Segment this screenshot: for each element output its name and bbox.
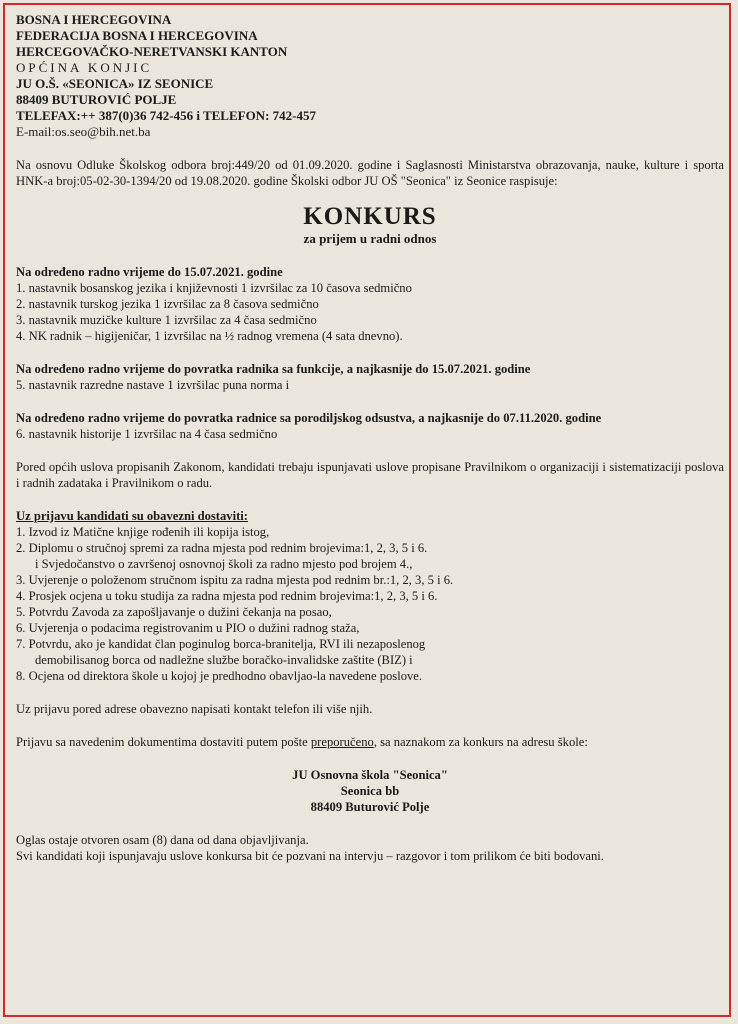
document-item: 1. Izvod iz Matične knjige rođenih ili kopija istog, — [16, 525, 270, 539]
document-item: 4. Prosjek ocjena u toku studija za radna mjesta pod rednim brojevima:1, 2, 3, 5 i 6. — [16, 589, 438, 603]
address-line: JU Osnovna škola "Seonica" — [292, 768, 448, 782]
submission-paragraph — [16, 734, 724, 750]
document-item: 3. Uvjerenje o položenom stručnom ispitu za radna mjesta pod rednim br.:1, 2, 3, 5 i 6. — [16, 573, 454, 587]
document-item-continued: i Svjedočanstvo o završenoj osnovnoj školi za radno mjesto pod brojem 4., — [35, 557, 413, 571]
email-line: E-mail:os.seo@bih.net.ba — [16, 124, 151, 139]
header-line: FEDERACIJA BOSNA I HERCEGOVINA — [16, 28, 258, 43]
position-item: 3. nastavnik muzičke kulture 1 izvršilac za 4 časa sedmično — [16, 313, 317, 327]
closing-line: Oglas ostaje otvoren osam (8) dana od dana objavljivanja. — [16, 833, 309, 847]
document-item-continued: demobilisanog borca od nadležne službe boračko-invalidske zaštite (BIZ) i — [35, 653, 413, 667]
page-title: KONKURS — [303, 203, 437, 230]
registered-mail-text: preporučeno — [310, 735, 374, 749]
submission-text: Prijavu sa navedenim dokumentima dostaviti putem pošte — [16, 735, 311, 749]
conditions-paragraph: Pored općih uslova propisanih Zakonom, kandidati trebaju ispunjavati uslove propisane Pravilnikom o organizaciji i sistematizaciji poslova i radnih zadataka i Pravilnikom o radu. — [16, 460, 724, 490]
document-item: 2. Diplomu o stručnoj spremi za radna mjesta pod rednim brojevima:1, 2, 3, 5 i 6. — [16, 541, 428, 555]
header-line: TELEFAX:++ 387(0)36 742-456 i TELEFON: 742-457 — [16, 108, 316, 123]
header-line: OPĆINA KONJIC — [16, 60, 153, 75]
position-item: 1. nastavnik bosanskog jezika i književnosti 1 izvršilac za 10 časova sedmično — [16, 281, 412, 295]
document-item: 6. Uvjerenja o podacima registrovanim u PIO o dužini radnog staža, — [16, 621, 360, 635]
submission-text-end: , sa naznakom za konkurs na adresu škole: — [373, 735, 588, 749]
page-subtitle: za prijem u radni odnos — [303, 231, 437, 246]
header-line: 88409 BUTUROVIĆ POLJE — [16, 92, 177, 107]
header-line: HERCEGOVAČKO-NERETVANSKI KANTON — [16, 44, 288, 59]
address-line: Seonica bb — [340, 784, 400, 798]
document-item: 7. Potvrdu, ako je kandidat član poginulog borca-branitelja, RVI ili nezaposlenog — [16, 637, 426, 651]
document-item: 5. Potvrdu Zavoda za zapošljavanje o dužini čekanja na posao, — [16, 605, 332, 619]
intro-paragraph: Na osnovu Odluke Školskog odbora broj:449/20 od 01.09.2020. godine i Saglasnosti Ministarstva obrazovanja, nauke, kulture i sporta HNK-a broj:05-02-30-1394/20 od 19.08.2020. godine Školski odbor JU OŠ "Seonica" iz Seonice raspisuje: — [16, 158, 724, 188]
section-heading: Na određeno radno vrijeme do 15.07.2021. godine — [16, 265, 283, 279]
position-item: 4. NK radnik – higijeničar, 1 izvršilac na ½ radnog vremena (4 sata dnevno). — [16, 329, 403, 343]
closing-line: Svi kandidati koji ispunjavaju uslove konkursa bit će pozvani na intervju – razgovor i tom prilikom će biti bodovani. — [16, 849, 604, 863]
position-item: 2. nastavnik turskog jezika 1 izvršilac za 8 časova sedmično — [16, 297, 319, 311]
section-heading: Na određeno radno vrijeme do povratka radnika sa funkcije, a najkasnije do 15.07.2021. godine — [16, 362, 531, 376]
notice-content — [16, 12, 724, 864]
header-line: JU O.Š. «SEONICA» IZ SEONICE — [16, 76, 214, 91]
position-item: 6. nastavnik historije 1 izvršilac na 4 časa sedmično — [16, 427, 278, 441]
section-heading: Na određeno radno vrijeme do povratka radnice sa porodiljskog odsustva, a najkasnije do 07.11.2020. godine — [16, 411, 602, 425]
contact-note: Uz prijavu pored adrese obavezno napisati kontakt telefon ili više njih. — [16, 702, 373, 716]
header-line: BOSNA I HERCEGOVINA — [16, 12, 172, 27]
document-item: 8. Ocjena od direktora škole u kojoj je predhodno obavljao-la navedene poslove. — [16, 669, 423, 683]
position-item: 5. nastavnik razredne nastave 1 izvršilac puna norma i — [16, 378, 290, 392]
documents-heading: Uz prijavu kandidati su obavezni dostaviti: — [16, 509, 248, 523]
address-line: 88409 Buturović Polje — [310, 800, 430, 814]
